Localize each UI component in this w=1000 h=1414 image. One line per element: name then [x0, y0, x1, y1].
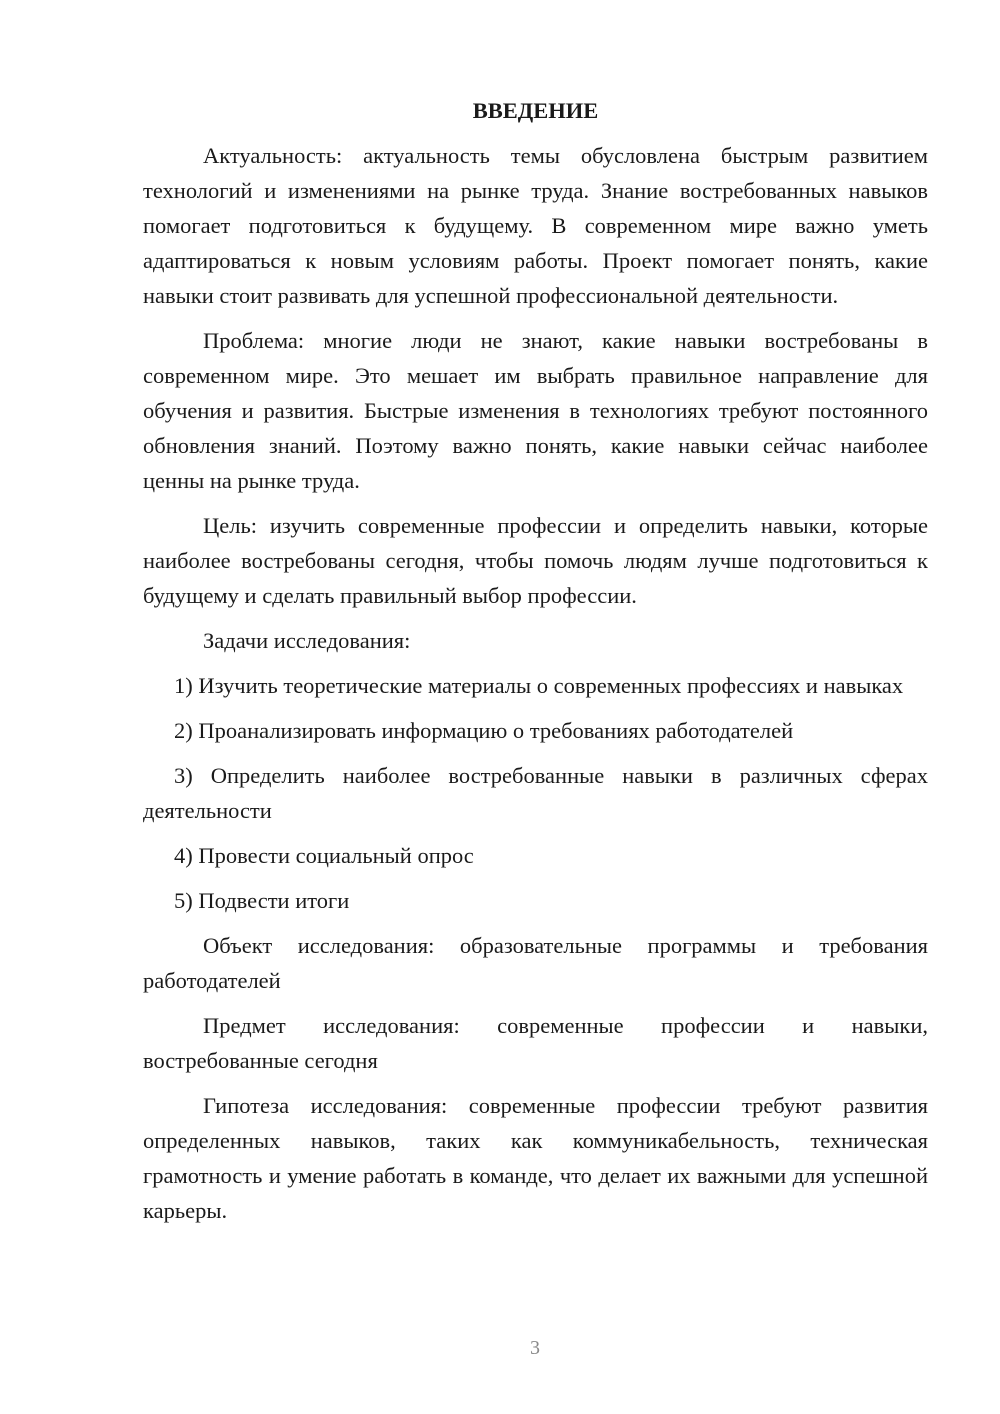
page-content [143, 93, 928, 1238]
task-item-1: 1) Изучить теоретические материалы о современных профессиях и навыках [174, 673, 904, 698]
section-title: ВВЕДЕНИЕ [472, 98, 599, 123]
task-item-4: 4) Провести социальный опрос [174, 843, 474, 868]
task-item-2: 2) Проанализировать информацию о требованиях работодателей [174, 718, 794, 743]
goal-paragraph: Цель: изучить современные профессии и определить навыки, которые наиболее востребованы сегодня, чтобы помочь людям лучше подготовиться к будущему и сделать правильный выбор профессии. [143, 513, 928, 608]
subject-paragraph: Предмет исследования: современные профессии и навыки, востребованные сегодня [143, 1013, 928, 1073]
task-item-5: 5) Подвести итоги [174, 888, 350, 913]
hypothesis-paragraph: Гипотеза исследования: современные профессии требуют развития определенных навыков, таких как коммуникабельность, техническая грамотность и умение работать в команде, что делает их важными для успешной карьеры. [143, 1093, 928, 1223]
task-item-3: 3) Определить наиболее востребованные навыки в различных сферах деятельности [143, 763, 928, 823]
object-paragraph: Объект исследования: образовательные программы и требования работодателей [143, 933, 928, 993]
page-number: 3 [530, 1337, 540, 1359]
tasks-heading: Задачи исследования: [203, 628, 411, 653]
relevance-paragraph: Актуальность: актуальность темы обусловлена быстрым развитием технологий и изменениями на рынке труда. Знание востребованных навыков помогает подготовиться к будущему. В современном мире важно уметь адаптироваться к новым условиям работы. Проект помогает понять, какие навыки стоит развивать для успешной профессиональной деятельности. [143, 143, 928, 308]
problem-paragraph: Проблема: многие люди не знают, какие навыки востребованы в современном мире. Это мешает им выбрать правильное направление для обучения и развития. Быстрые изменения в технологиях требуют постоянного обновления знаний. Поэтому важно понять, какие навыки сейчас наиболее ценны на рынке труда. [143, 328, 928, 493]
